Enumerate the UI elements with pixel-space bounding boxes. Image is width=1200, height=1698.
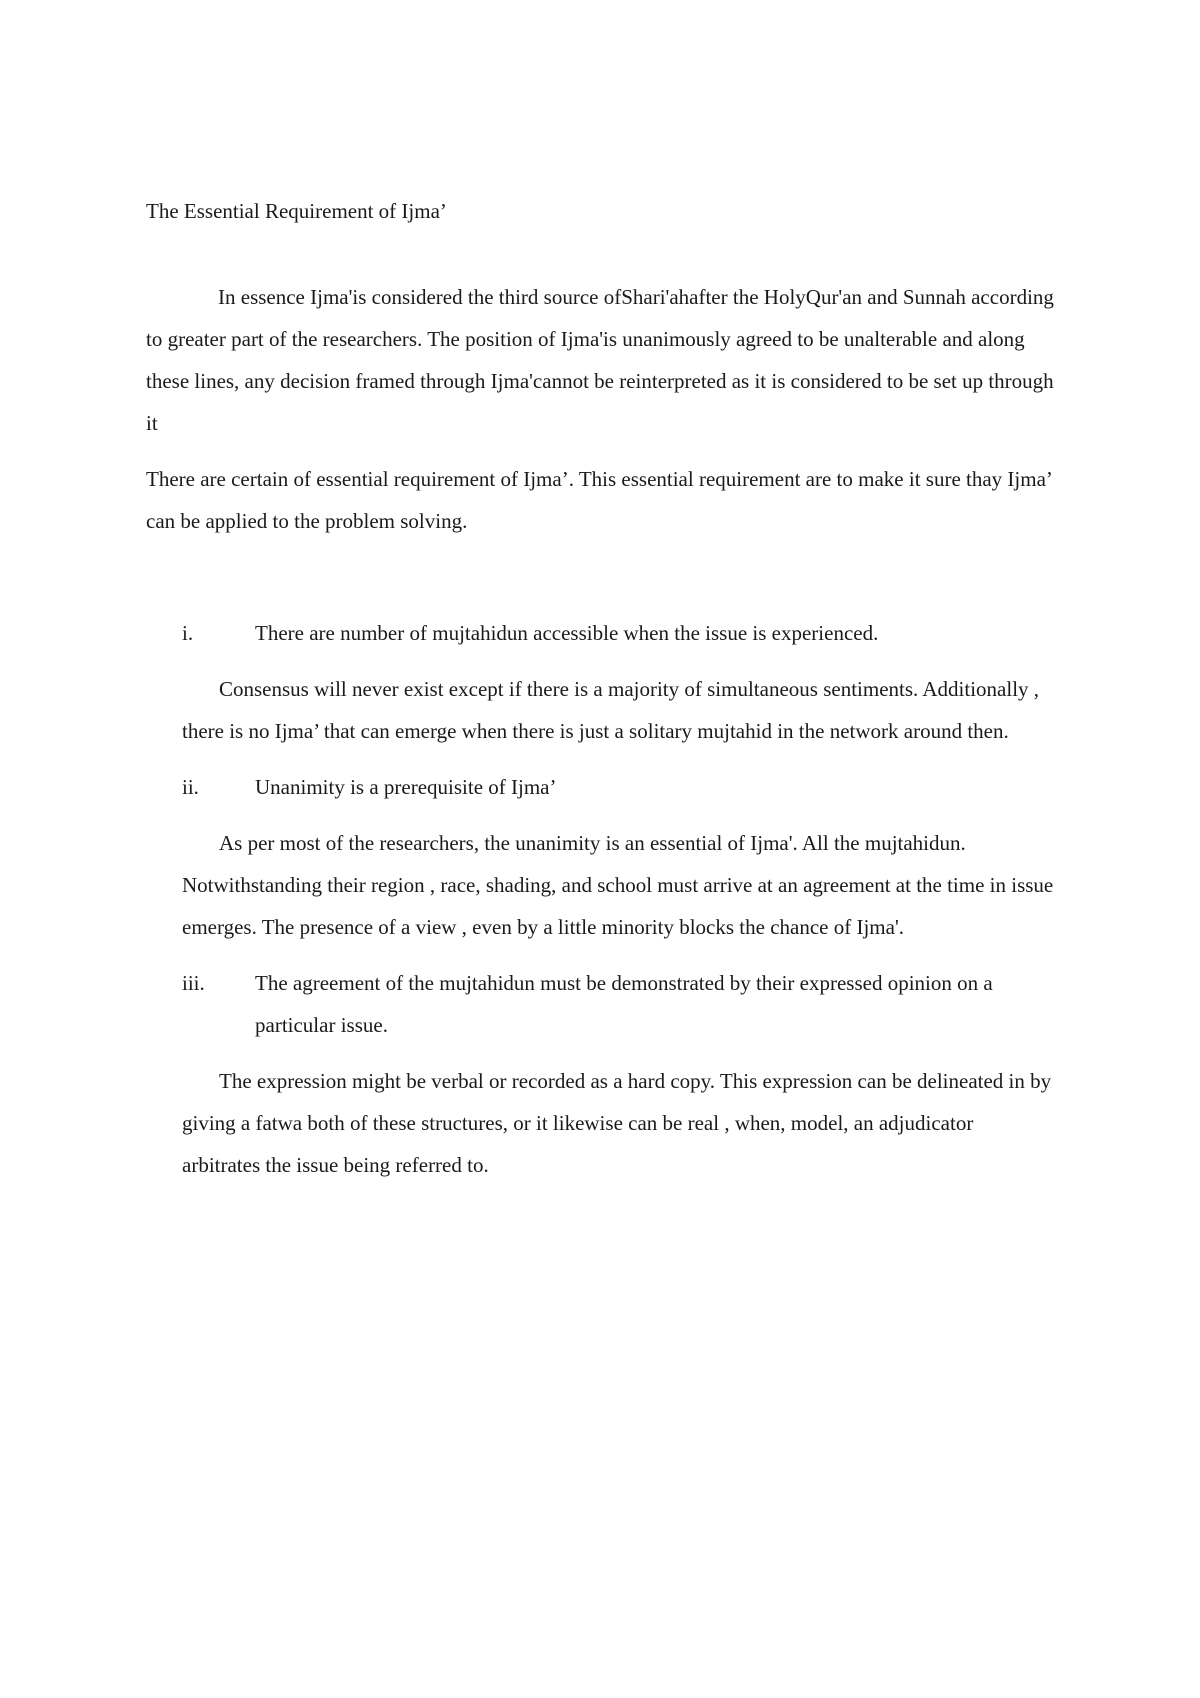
intro-paragraph: In essence Ijma'is considered the third source ofShari'ahafter the HolyQur'an and Sunnah according to greater part of the researchers. The position of Ijma'is unanimously agreed to be unalterable and along these lines, any decision framed through Ijma'cannot be reinterpreted as it is considered to be set up through it [146,285,1054,435]
list-item-heading [182,612,1056,654]
list-item-numeral: i. [182,621,194,645]
list-item-title: Unanimity is a prerequisite of Ijma’ [255,775,557,799]
list-item-numeral: iii. [182,971,205,995]
list-item-body: As per most of the researchers, the unanimity is an essential of Ijma'. All the mujtahidun. Notwithstanding their region , race, shading, and school must arrive at an agreement at the time in issue emerges. The presence of a view , even by a little minority blocks the chance of Ijma'. [182,831,1054,939]
list-item [182,962,1056,1186]
list-item [182,612,1056,752]
list-item-title: There are number of mujtahidun accessible when the issue is experienced. [255,621,879,645]
requirements-list [182,612,1056,1186]
list-item-heading [182,766,1056,808]
document-title: The Essential Requirement of Ijma’ [146,199,447,223]
requirements-intro-paragraph: There are certain of essential requirement of Ijma’. This essential requirement are to make it sure thay Ijma’ can be applied to the problem solving. [146,467,1052,533]
list-item-title: The agreement of the mujtahidun must be demonstrated by their expressed opinion on a particular issue. [255,971,993,1037]
list-item-body: The expression might be verbal or recorded as a hard copy. This expression can be delineated in by giving a fatwa both of these structures, or it likewise can be real , when, model, an adjudicator arbitrates the issue being referred to. [182,1069,1052,1177]
list-item [182,766,1056,948]
list-item-numeral: ii. [182,775,199,799]
list-item-heading [182,962,1056,1046]
list-item-body: Consensus will never exist except if there is a majority of simultaneous sentiments. Additionally , there is no Ijma’ that can emerge when there is just a solitary mujtahid in the network around then. [182,677,1040,743]
document-body [146,190,1056,1200]
